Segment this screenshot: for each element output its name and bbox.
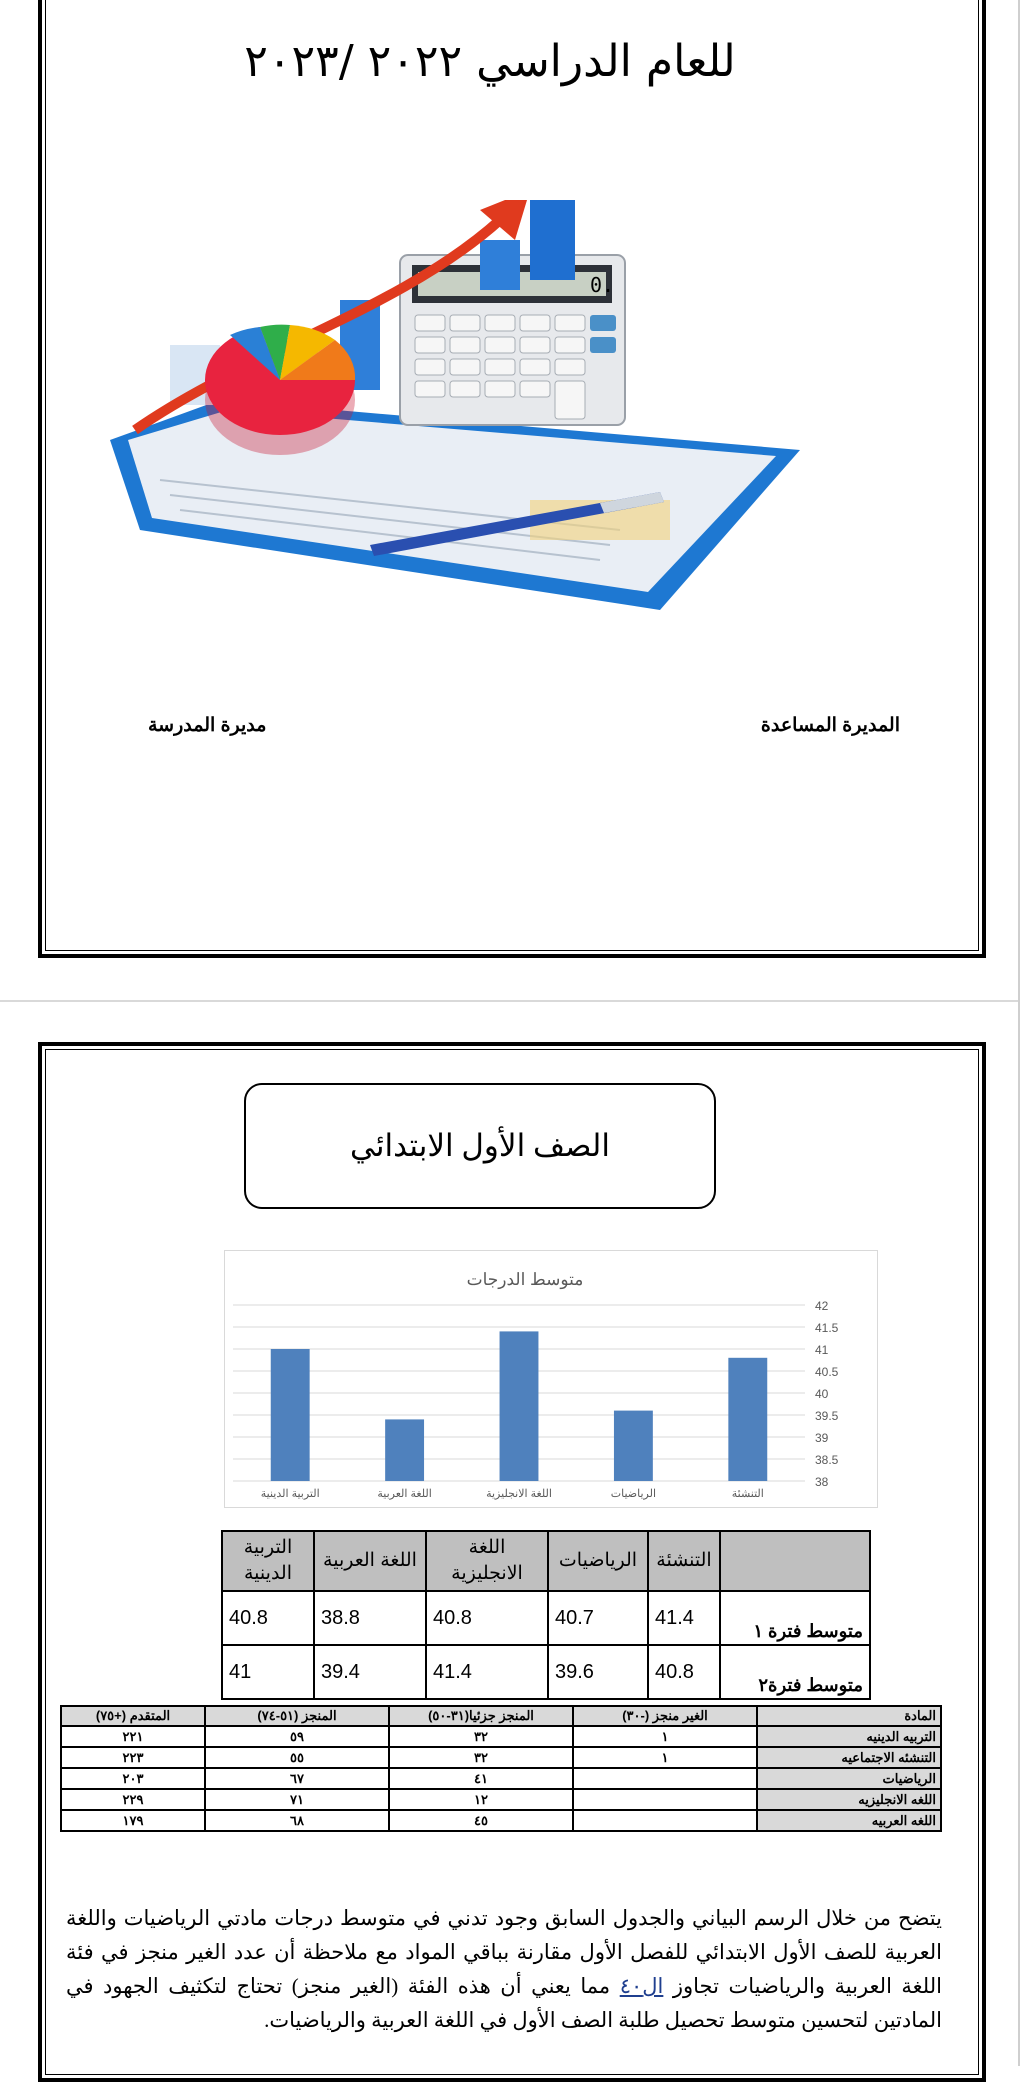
- chart-title: متوسط الدرجات: [466, 1270, 584, 1289]
- x-tick-label: اللغة العربية: [377, 1488, 432, 1500]
- levels-header-achieved: المنجز (٥١-٧٤): [205, 1706, 389, 1726]
- y-tick-label: 41.5: [815, 1321, 839, 1335]
- x-tick-label: الرياضيات: [610, 1488, 657, 1500]
- avg-header-religion: التربية الدينية: [222, 1531, 314, 1591]
- table-cell: ٧١: [205, 1789, 389, 1810]
- table-row: [222, 1645, 870, 1699]
- table-cell: [573, 1789, 757, 1810]
- x-tick-label: اللغة الانجليزية: [486, 1488, 552, 1500]
- chart-svg: [225, 1251, 877, 1507]
- table-cell: ٥٩: [205, 1726, 389, 1747]
- principal-signature: مديرة المدرسة: [148, 715, 267, 736]
- chart-bar: [271, 1349, 310, 1481]
- table-cell: 40.8: [648, 1645, 720, 1699]
- table-row: [61, 1726, 941, 1747]
- chart-bar: [614, 1411, 653, 1481]
- table-cell: 41.4: [648, 1591, 720, 1645]
- table-cell: ١٧٩: [61, 1810, 205, 1831]
- table-cell: 40.8: [222, 1591, 314, 1645]
- table-cell: ٦٧: [205, 1768, 389, 1789]
- x-tick-label: التنشئة: [731, 1488, 764, 1500]
- table-row: [61, 1768, 941, 1789]
- avg-header-english: اللغة الانجليزية: [426, 1531, 548, 1591]
- levels-header-advanced: المتقدم (+٧٥): [61, 1706, 205, 1726]
- table-row: [61, 1789, 941, 1810]
- table-cell: 41.4: [426, 1645, 548, 1699]
- table-cell: ٣٢: [389, 1747, 573, 1768]
- table-cell: ١٢: [389, 1789, 573, 1810]
- x-tick-label: التربية الدينية: [260, 1488, 320, 1500]
- table-row: [61, 1810, 941, 1831]
- analysis-text-1: يتضح من خلال الرسم البياني والجدول السابق وجود تدني في متوسط درجات مادتي الرياضيات واللغة العربية للصف الأول الابتدائي للفصل الأول مقارنة بباقي المواد مع ملاحظة أن عدد الغير منجز في فئة اللغة العربية والرياضيات تجاوز: [66, 1906, 942, 1998]
- table-row: [222, 1591, 870, 1645]
- table-cell: ٣٢: [389, 1726, 573, 1747]
- row-label: متوسط فترة٢: [720, 1645, 870, 1699]
- avg-header-math: الرياضيات: [548, 1531, 648, 1591]
- avg-table-header-row: [222, 1531, 870, 1591]
- table-cell: ١: [573, 1726, 757, 1747]
- table-cell: 40.7: [548, 1591, 648, 1645]
- table-row: [61, 1747, 941, 1768]
- period-averages-table: [221, 1530, 871, 1700]
- academic-year-title: للعام الدراسي ٢٠٢٢ /٢٠٢٣: [244, 36, 736, 87]
- assistant-principal-signature: المديرة المساعدة: [760, 715, 900, 736]
- y-tick-label: 39.5: [815, 1409, 839, 1423]
- page-edge: [1018, 0, 1020, 2066]
- subject-cell: اللغه العربيه: [757, 1810, 941, 1831]
- subject-cell: اللغه الانجليزيه: [757, 1789, 941, 1810]
- levels-header-not-achieved: الغير منجز (-٣٠): [573, 1706, 757, 1726]
- grade-title: الصف الأول الابتدائي: [350, 1128, 610, 1163]
- y-tick-label: 40: [815, 1387, 829, 1401]
- subject-cell: التنشئه الاجتماعيه: [757, 1747, 941, 1768]
- calculator-display: 0.: [590, 273, 615, 297]
- y-tick-label: 42: [815, 1299, 829, 1313]
- table-cell: ٢٠٣: [61, 1768, 205, 1789]
- levels-header-subject: المادة: [757, 1706, 941, 1726]
- achievement-levels-table: [60, 1705, 942, 1832]
- avg-header-arabic: اللغة العربية: [314, 1531, 426, 1591]
- y-tick-label: 38.5: [815, 1453, 839, 1467]
- chart-bar: [500, 1331, 539, 1481]
- average-grades-chart: [224, 1250, 878, 1508]
- table-cell: 38.8: [314, 1591, 426, 1645]
- clipboard-icon: [110, 400, 800, 610]
- y-tick-label: 41: [815, 1343, 829, 1357]
- avg-header-corner: [720, 1531, 870, 1591]
- page-separator: [0, 1000, 1018, 1002]
- table-cell: ٦٨: [205, 1810, 389, 1831]
- table-cell: ٢٢٩: [61, 1789, 205, 1810]
- table-cell: ٤٥: [389, 1810, 573, 1831]
- chart-bar: [385, 1419, 424, 1481]
- subject-cell: الرياضيات: [757, 1768, 941, 1789]
- chart-bar: [728, 1358, 767, 1481]
- table-cell: ٢٢١: [61, 1726, 205, 1747]
- analysis-paragraph: [66, 1901, 942, 2037]
- table-cell: ٥٥: [205, 1747, 389, 1768]
- table-cell: 40.8: [426, 1591, 548, 1645]
- table-cell: ٤١: [389, 1768, 573, 1789]
- analysis-highlight: ال٤٠: [619, 1974, 664, 1998]
- table-cell: [573, 1768, 757, 1789]
- table-cell: [573, 1810, 757, 1831]
- pie-chart-icon: [205, 325, 355, 455]
- grade-title-box: [244, 1083, 716, 1209]
- table-cell: 39.6: [548, 1645, 648, 1699]
- y-tick-label: 39: [815, 1431, 829, 1445]
- levels-table-header-row: [61, 1706, 941, 1726]
- row-label: متوسط فترة ١: [720, 1591, 870, 1645]
- analysis-text-2: مما يعني أن هذه الفئة (الغير منجز) تحتاج لتكثيف الجهود في المادتين لتحسين متوسط تحصيل طلبة الصف الأول في اللغة العربية والرياضيات.: [66, 1974, 942, 2032]
- subject-cell: التربيه الدينيه: [757, 1726, 941, 1747]
- table-cell: ١: [573, 1747, 757, 1768]
- levels-header-partial: المنجز جزئيا(٣١-٥٠): [389, 1706, 573, 1726]
- chart-y-ticks: [815, 1299, 839, 1489]
- avg-header-social: التنشئة: [648, 1531, 720, 1591]
- chart-x-labels: [261, 1488, 764, 1500]
- table-cell: 39.4: [314, 1645, 426, 1699]
- table-cell: ٢٢٣: [61, 1747, 205, 1768]
- finance-illustration: [100, 200, 880, 620]
- y-tick-label: 38: [815, 1475, 829, 1489]
- y-tick-label: 40.5: [815, 1365, 839, 1379]
- table-cell: 41: [222, 1645, 314, 1699]
